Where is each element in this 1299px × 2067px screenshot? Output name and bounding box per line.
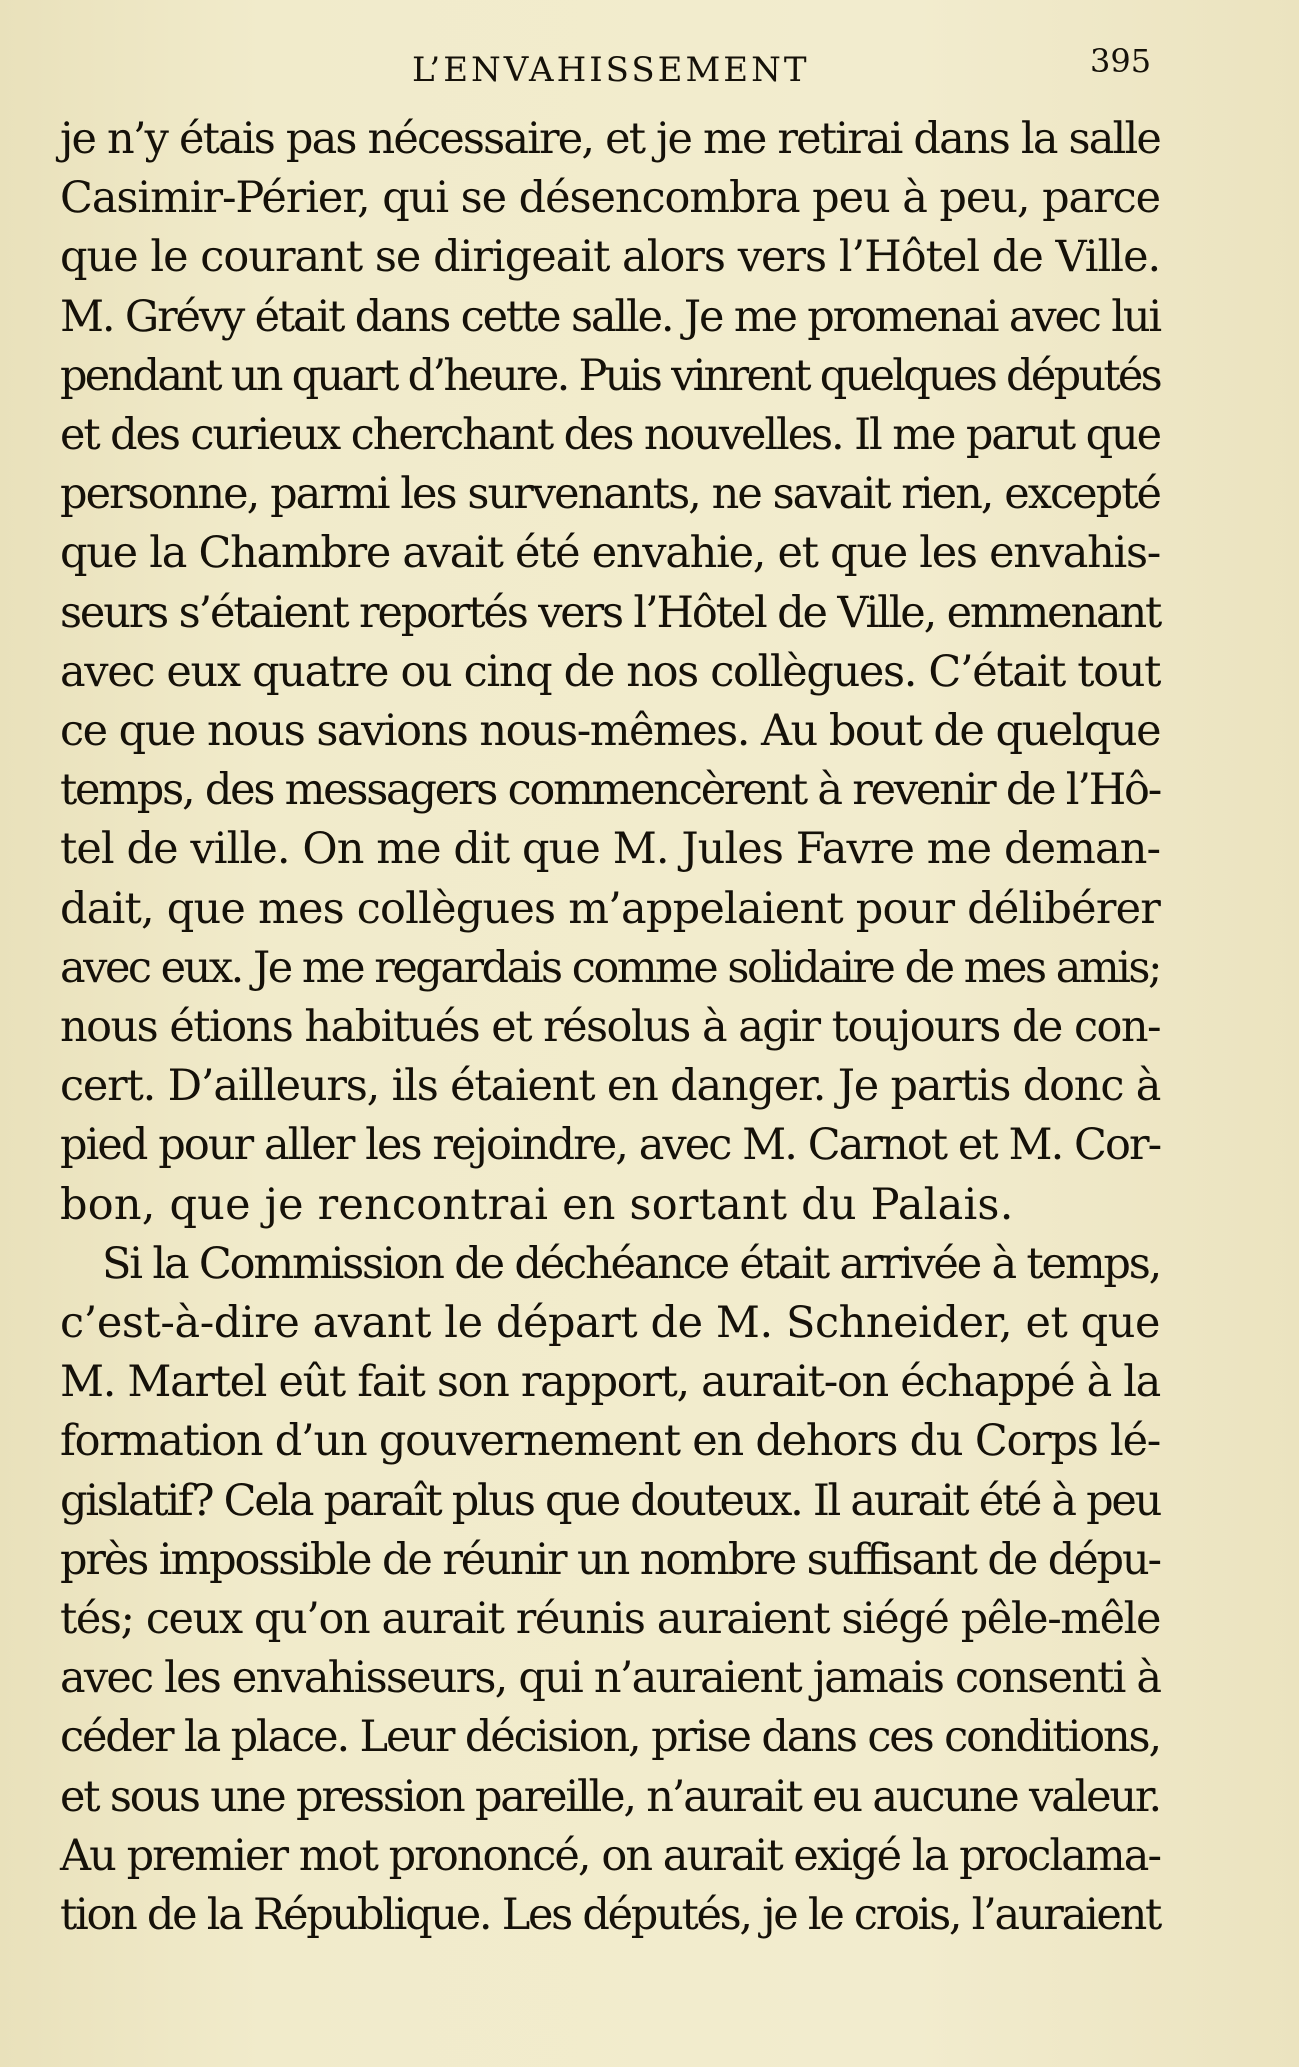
text-line: avec eux. Je me regardais comme solidaire de mes amis;: [60, 942, 1161, 993]
text-line: et sous une pression pareille, n’aurait eu aucune valeur.: [60, 1771, 1160, 1822]
text-line: c’est-à-dire avant le départ de M. Schneider, et que: [60, 1298, 1160, 1349]
running-title: L’ENVAHISSEMENT: [412, 50, 810, 90]
text-line: gislatif? Cela paraît plus que douteux. Il aurait été à peu: [60, 1475, 1160, 1526]
page-header: [0, 42, 1299, 102]
text-line: ce que nous savions nous-mêmes. Au bout de quelque: [60, 706, 1161, 757]
text-line: que le courant se dirigeait alors vers l’Hôtel de Ville.: [60, 232, 1161, 283]
text-line: cert. D’ailleurs, ils étaient en danger. Je partis donc à: [60, 1061, 1161, 1112]
text-line: pendant un quart d’heure. Puis vinrent quelques députés: [60, 350, 1160, 401]
paragraph-1: [60, 110, 1160, 1235]
text-line: Si la Commission de déchéance était arrivée à temps,: [102, 1238, 1161, 1289]
text-line: pied pour aller les rejoindre, avec M. Carnot et M. Cor-: [60, 1120, 1161, 1171]
text-line: tion de la République. Les députés, je le crois, l’auraient: [60, 1890, 1160, 1941]
text-line: Au premier mot prononcé, on aurait exigé la proclama-: [60, 1830, 1161, 1881]
text-line: dait, que mes collègues m’appelaient pour délibérer: [60, 883, 1161, 934]
text-line: céder la place. Leur décision, prise dans ces conditions,: [60, 1712, 1160, 1763]
paragraph-2: [60, 1235, 1160, 1945]
text-line: Casimir-Périer, qui se désencombra peu à peu, parce: [60, 173, 1160, 224]
body-text: [60, 110, 1160, 2030]
text-line: seurs s’étaient reportés vers l’Hôtel de Ville, emmenant: [60, 587, 1161, 638]
text-line: je n’y étais pas nécessaire, et je me retirai dans la salle: [60, 114, 1160, 164]
text-line: que la Chambre avait été envahie, et que les envahis-: [60, 528, 1160, 579]
text-line: M. Grévy était dans cette salle. Je me promenai avec lui: [60, 291, 1160, 342]
text-line: et des curieux cherchant des nouvelles. Il me parut que: [60, 410, 1160, 461]
text-line: tés; ceux qu’on aurait réunis auraient siégé pêle-mêle: [60, 1594, 1161, 1645]
page-number: 395: [1090, 42, 1152, 80]
text-line: temps, des messagers commencèrent à revenir de l’Hô-: [60, 765, 1160, 816]
text-line: près impossible de réunir un nombre suffisant de dépu-: [60, 1534, 1160, 1585]
text-line: avec eux quatre ou cinq de nos collègues. C’était tout: [60, 646, 1160, 697]
text-line: formation d’un gouvernement en dehors du Corps lé-: [60, 1416, 1161, 1467]
text-line: avec les envahisseurs, qui n’auraient jamais consenti à: [60, 1653, 1161, 1704]
text-line: personne, parmi les survenants, ne savait rien, excepté: [60, 469, 1160, 520]
text-line: tel de ville. On me dit que M. Jules Favre me deman-: [60, 824, 1161, 875]
text-line: M. Martel eût fait son rapport, aurait-on échappé à la: [60, 1357, 1160, 1408]
text-line: nous étions habitués et résolus à agir toujours de con-: [60, 1002, 1160, 1053]
text-line: bon, que je rencontrai en sortant du Palais.: [60, 1179, 1014, 1230]
